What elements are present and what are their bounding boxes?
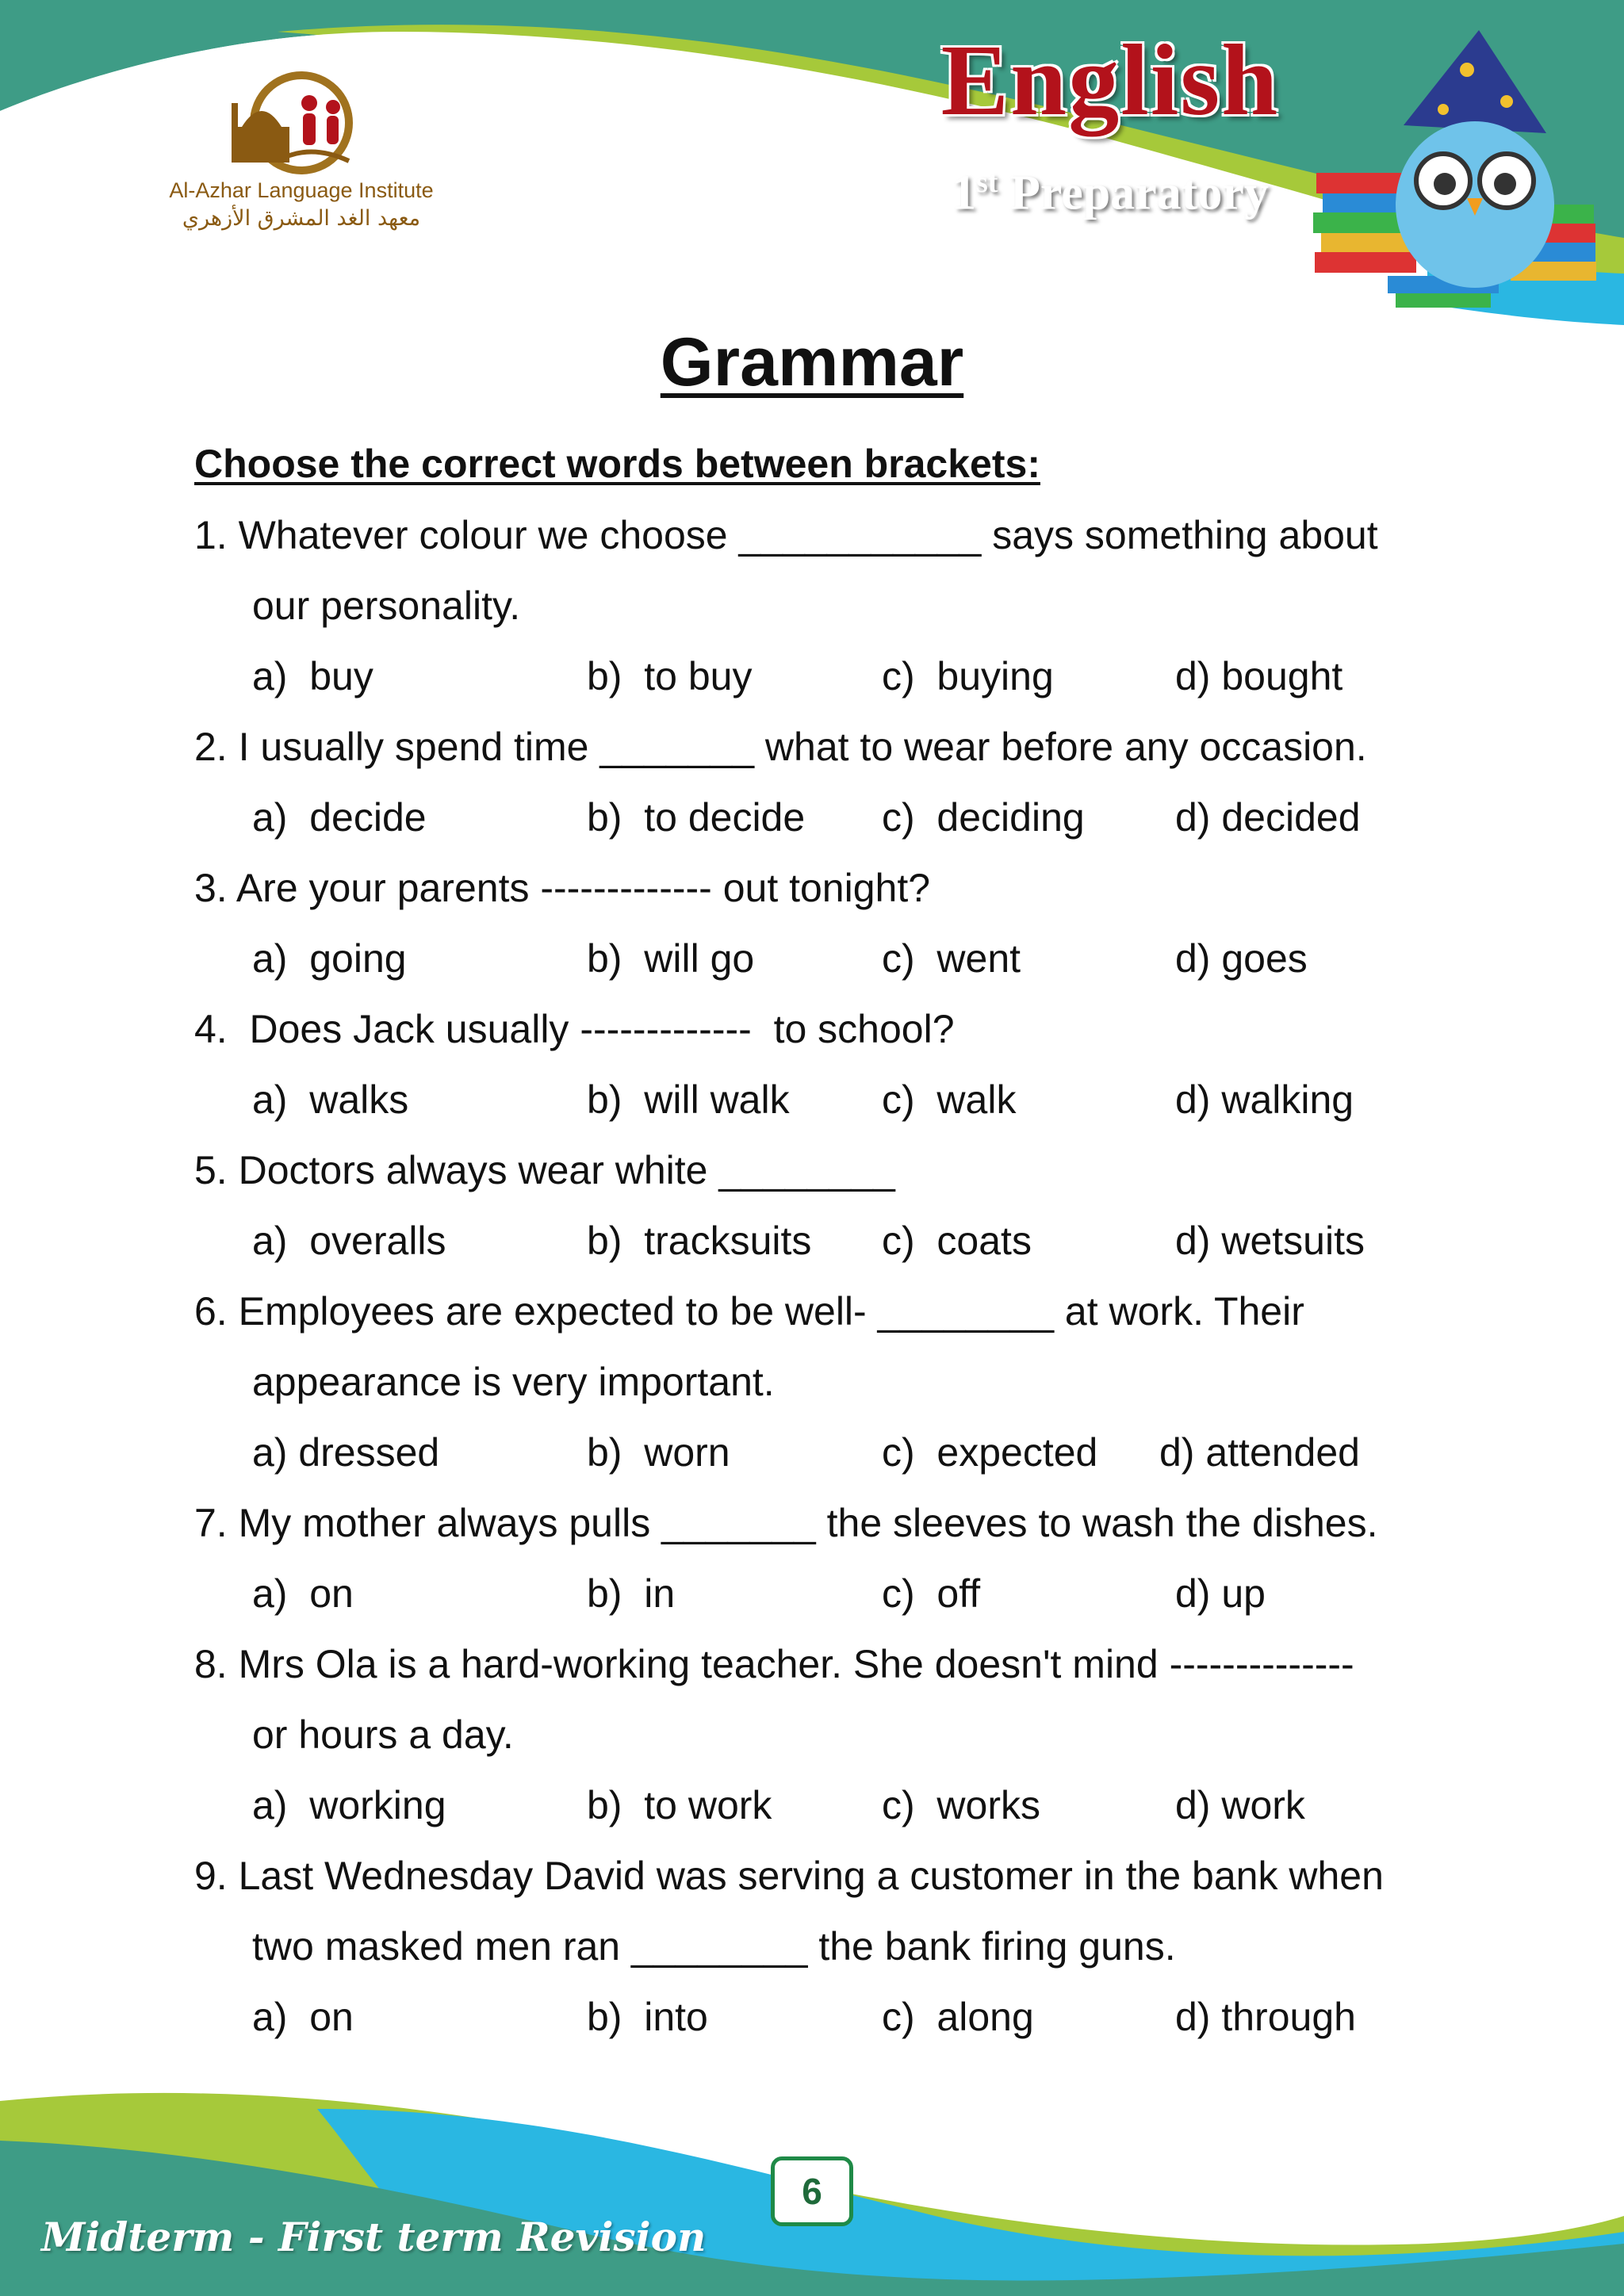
question-2-option-a: a) decide <box>252 795 427 840</box>
instruction-heading: Choose the correct words between brackets: <box>194 442 1040 486</box>
institute-name-en: Al-Azhar Language Institute <box>169 178 434 202</box>
question-2-option-c: c) deciding <box>882 795 1085 840</box>
question-8-option-d: d) work <box>1175 1783 1305 1827</box>
question-8-option-c: c) works <box>882 1783 1040 1827</box>
question-7: 7. My mother always pulls _______ the sleeves to wash the dishes. <box>194 1501 1378 1545</box>
question-4-option-b: b) will walk <box>587 1077 790 1122</box>
question-6-option-d: d) attended <box>1159 1430 1360 1475</box>
question-8-option-a: a) working <box>252 1783 446 1827</box>
question-9-option-c: c) along <box>882 1995 1034 2039</box>
question-2-option-d: d) decided <box>1175 795 1361 840</box>
question-6-option-c: c) expected <box>882 1430 1098 1475</box>
question-8-option-b: b) to work <box>587 1783 772 1827</box>
question-2-option-b: b) to decide <box>587 795 806 840</box>
question-6-continued: appearance is very important. <box>252 1360 775 1404</box>
question-9-option-b: b) into <box>587 1995 708 2039</box>
question-9-option-a: a) on <box>252 1995 354 2039</box>
question-3: 3. Are your parents ------------- out tonight? <box>194 866 931 910</box>
institute-logo <box>159 67 444 250</box>
question-7-option-b: b) in <box>587 1571 676 1616</box>
footer-label: Midterm - First term Revision <box>41 2214 707 2260</box>
question-6-option-b: b) worn <box>587 1430 730 1475</box>
question-2: 2. I usually spend time _______ what to wear before any occasion. <box>194 725 1367 769</box>
question-1-option-d: d) bought <box>1175 654 1343 698</box>
owl-wizard-mascot-icon <box>1308 22 1602 316</box>
question-9: 9. Last Wednesday David was serving a customer in the bank when <box>194 1854 1384 1898</box>
question-3-option-a: a) going <box>252 936 407 981</box>
question-3-option-c: c) went <box>882 936 1021 981</box>
question-8: 8. Mrs Ola is a hard-working teacher. She doesn't mind -------------- <box>194 1642 1354 1686</box>
question-4: 4. Does Jack usually ------------- to school? <box>194 1007 955 1051</box>
institute-name-ar: معهد الغد المشرق الأزهري <box>182 206 421 231</box>
page-number-badge: 6 <box>771 2156 853 2226</box>
question-4-option-c: c) walk <box>882 1077 1017 1122</box>
question-8-continued: or hours a day. <box>252 1712 514 1757</box>
question-1-option-c: c) buying <box>882 654 1054 698</box>
question-7-option-c: c) off <box>882 1571 981 1616</box>
question-1-option-a: a) buy <box>252 654 373 698</box>
grade-label <box>912 165 1308 222</box>
question-1-continued: our personality. <box>252 584 521 628</box>
page-title: Grammar <box>660 324 964 400</box>
question-5-option-d: d) wetsuits <box>1175 1219 1365 1263</box>
question-6: 6. Employees are expected to be well- ________ at work. Their <box>194 1289 1304 1334</box>
question-7-option-a: a) on <box>252 1571 354 1616</box>
question-7-option-d: d) up <box>1175 1571 1266 1616</box>
question-1-option-b: b) to buy <box>587 654 753 698</box>
question-1: 1. Whatever colour we choose ___________ says something about <box>194 513 1378 557</box>
question-9-continued: two masked men ran ________ the bank firing guns. <box>252 1924 1176 1969</box>
subject-title: English <box>940 24 1280 136</box>
question-5-option-b: b) tracksuits <box>587 1219 812 1263</box>
grade-suffix: st <box>976 166 998 199</box>
grade-word: Preparatory <box>998 166 1269 220</box>
question-6-option-a: a) dressed <box>252 1430 440 1475</box>
logo-emblem-icon <box>159 67 444 178</box>
question-4-option-a: a) walks <box>252 1077 409 1122</box>
question-5-option-a: a) overalls <box>252 1219 446 1263</box>
grade-number: 1 <box>952 166 977 220</box>
question-3-option-d: d) goes <box>1175 936 1308 981</box>
question-5: 5. Doctors always wear white ________ <box>194 1148 895 1192</box>
question-3-option-b: b) will go <box>587 936 755 981</box>
question-5-option-c: c) coats <box>882 1219 1032 1263</box>
question-9-option-d: d) through <box>1175 1995 1356 2039</box>
question-4-option-d: d) walking <box>1175 1077 1354 1122</box>
